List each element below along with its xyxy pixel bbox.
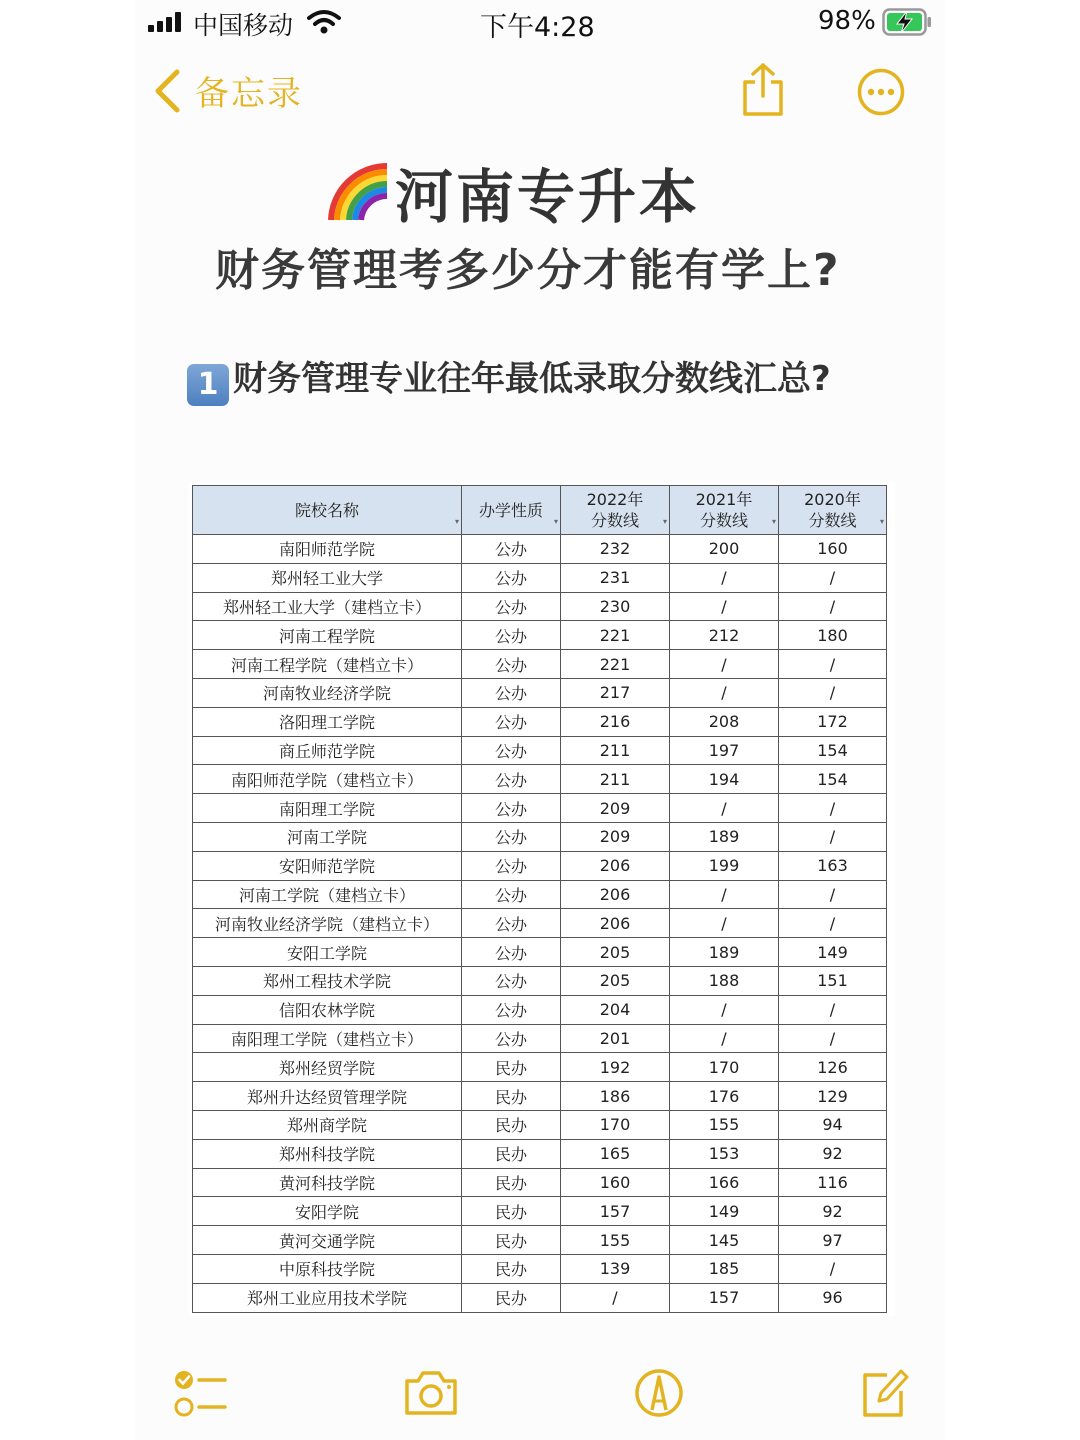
cell-2021: 212 <box>670 621 779 650</box>
chevron-left-icon <box>153 69 181 113</box>
cell-2022: 232 <box>561 535 670 564</box>
table-row <box>193 1053 887 1082</box>
cell-2020: / <box>779 909 887 938</box>
table-row <box>193 765 887 794</box>
header-2022: 2022年 分数线 ▾ <box>561 486 670 535</box>
cell-2021: 149 <box>670 1197 779 1226</box>
cell-2022: 186 <box>561 1082 670 1111</box>
cell-school: 郑州工业应用技术学院 <box>193 1283 462 1312</box>
cell-type: 民办 <box>462 1254 561 1283</box>
cell-2020: / <box>779 995 887 1024</box>
table-row <box>193 650 887 679</box>
back-button[interactable] <box>153 66 303 115</box>
cell-school: 河南工程学院 <box>193 621 462 650</box>
cell-2021: 170 <box>670 1053 779 1082</box>
table-row <box>193 851 887 880</box>
cell-2022: 170 <box>561 1110 670 1139</box>
cell-school: 信阳农林学院 <box>193 995 462 1024</box>
cell-type: 公办 <box>462 707 561 736</box>
cell-type: 公办 <box>462 765 561 794</box>
cell-type: 公办 <box>462 592 561 621</box>
table-row <box>193 1254 887 1283</box>
cell-2022: 201 <box>561 1024 670 1053</box>
cell-school: 河南工程学院（建档立卡） <box>193 650 462 679</box>
cell-2022: 231 <box>561 563 670 592</box>
cell-2022: 217 <box>561 678 670 707</box>
cell-2020: / <box>779 880 887 909</box>
table-row <box>193 592 887 621</box>
cell-2020: / <box>779 822 887 851</box>
cell-2020: 154 <box>779 765 887 794</box>
header-type: 办学性质 ▾ <box>462 486 561 535</box>
cellular-signal-icon <box>148 12 186 32</box>
cell-school: 南阳师范学院 <box>193 535 462 564</box>
cell-2022: 157 <box>561 1197 670 1226</box>
header-2020: 2020年 分数线 ▾ <box>779 486 887 535</box>
cell-type: 民办 <box>462 1053 561 1082</box>
rainbow-icon <box>327 162 391 222</box>
table-row <box>193 995 887 1024</box>
cell-2020: 96 <box>779 1283 887 1312</box>
table-row <box>193 966 887 995</box>
table-row <box>193 1082 887 1111</box>
carrier-name: 中国移动 <box>193 11 294 40</box>
cell-type: 公办 <box>462 880 561 909</box>
header-school: 院校名称 ▾ <box>193 486 462 535</box>
cell-type: 公办 <box>462 822 561 851</box>
cell-2021: 200 <box>670 535 779 564</box>
bottom-toolbar <box>135 1365 945 1425</box>
cell-school: 河南工学院（建档立卡） <box>193 880 462 909</box>
cell-school: 郑州升达经贸管理学院 <box>193 1082 462 1111</box>
cell-type: 公办 <box>462 938 561 967</box>
table-header-row <box>193 486 887 535</box>
cell-2022: 192 <box>561 1053 670 1082</box>
cell-2022: 205 <box>561 966 670 995</box>
cell-type: 公办 <box>462 995 561 1024</box>
cell-type: 民办 <box>462 1168 561 1197</box>
cell-type: 公办 <box>462 621 561 650</box>
cell-2021: 157 <box>670 1283 779 1312</box>
cell-2021: 155 <box>670 1110 779 1139</box>
cell-school: 安阳师范学院 <box>193 851 462 880</box>
table-row <box>193 909 887 938</box>
cell-school: 安阳学院 <box>193 1197 462 1226</box>
share-icon[interactable] <box>740 62 786 118</box>
score-table <box>189 482 895 1316</box>
table-row <box>193 938 887 967</box>
status-bar <box>135 0 945 46</box>
cell-2021: 166 <box>670 1168 779 1197</box>
cell-2020: / <box>779 794 887 823</box>
table-row <box>193 1168 887 1197</box>
section-heading <box>187 352 867 406</box>
cell-type: 公办 <box>462 736 561 765</box>
cell-school: 郑州经贸学院 <box>193 1053 462 1082</box>
cell-2021: / <box>670 592 779 621</box>
cell-2021: 199 <box>670 851 779 880</box>
cell-2022: 206 <box>561 880 670 909</box>
battery-percent: 98% <box>818 6 876 36</box>
cell-school: 郑州轻工业大学 <box>193 563 462 592</box>
markup-pen-icon[interactable] <box>633 1365 685 1421</box>
cell-type: 民办 <box>462 1197 561 1226</box>
cell-2021: 194 <box>670 765 779 794</box>
cell-2021: / <box>670 995 779 1024</box>
back-label: 备忘录 <box>195 74 303 114</box>
cell-2020: / <box>779 563 887 592</box>
table-row <box>193 880 887 909</box>
cell-2020: 92 <box>779 1197 887 1226</box>
table-row <box>193 1139 887 1168</box>
more-options-icon[interactable] <box>857 68 905 116</box>
cell-school: 河南牧业经济学院（建档立卡） <box>193 909 462 938</box>
cell-2021: / <box>670 1024 779 1053</box>
cell-2022: 205 <box>561 938 670 967</box>
table-row <box>193 1283 887 1312</box>
cell-type: 民办 <box>462 1226 561 1255</box>
cell-2021: / <box>670 880 779 909</box>
cell-type: 公办 <box>462 794 561 823</box>
cell-school: 中原科技学院 <box>193 1254 462 1283</box>
section-heading-text: 财务管理专业往年最低录取分数线汇总? <box>233 359 831 399</box>
cell-2020: / <box>779 1254 887 1283</box>
cell-2020: 92 <box>779 1139 887 1168</box>
cell-2021: / <box>670 563 779 592</box>
checklist-icon[interactable] <box>171 1365 227 1421</box>
camera-icon[interactable] <box>401 1365 461 1421</box>
cell-2021: / <box>670 650 779 679</box>
cell-2022: 221 <box>561 650 670 679</box>
cell-type: 公办 <box>462 966 561 995</box>
table-row <box>193 563 887 592</box>
cell-2021: 153 <box>670 1139 779 1168</box>
note-subtitle: 财务管理考多少分才能有学上? <box>215 245 841 296</box>
cell-2020: 129 <box>779 1082 887 1111</box>
cell-2022: 204 <box>561 995 670 1024</box>
cell-type: 公办 <box>462 563 561 592</box>
cell-2020: 154 <box>779 736 887 765</box>
cell-2022: 209 <box>561 822 670 851</box>
cell-2021: 189 <box>670 822 779 851</box>
cell-2022: 211 <box>561 765 670 794</box>
cell-school: 南阳师范学院（建档立卡） <box>193 765 462 794</box>
cell-2020: / <box>779 1024 887 1053</box>
cell-2020: 94 <box>779 1110 887 1139</box>
cell-2022: 230 <box>561 592 670 621</box>
cell-2021: 188 <box>670 966 779 995</box>
cell-2022: 155 <box>561 1226 670 1255</box>
cell-type: 公办 <box>462 678 561 707</box>
cell-2020: 160 <box>779 535 887 564</box>
cell-2021: 176 <box>670 1082 779 1111</box>
cell-2020: 149 <box>779 938 887 967</box>
cell-school: 商丘师范学院 <box>193 736 462 765</box>
cell-2020: 151 <box>779 966 887 995</box>
cell-2022: 221 <box>561 621 670 650</box>
cell-type: 公办 <box>462 909 561 938</box>
cell-2021: 145 <box>670 1226 779 1255</box>
table-row <box>193 1226 887 1255</box>
cell-school: 南阳理工学院（建档立卡） <box>193 1024 462 1053</box>
table-row <box>193 621 887 650</box>
cell-2022: 209 <box>561 794 670 823</box>
table-row <box>193 678 887 707</box>
cell-2020: 163 <box>779 851 887 880</box>
cell-2021: 197 <box>670 736 779 765</box>
cell-2020: 97 <box>779 1226 887 1255</box>
cell-2021: / <box>670 678 779 707</box>
cell-school: 郑州工程技术学院 <box>193 966 462 995</box>
cell-2022: 139 <box>561 1254 670 1283</box>
cell-type: 公办 <box>462 851 561 880</box>
cell-2020: / <box>779 592 887 621</box>
clock: 下午4:28 <box>480 12 595 43</box>
cell-school: 河南工学院 <box>193 822 462 851</box>
cell-school: 安阳工学院 <box>193 938 462 967</box>
wifi-icon <box>307 9 341 35</box>
cell-2022: / <box>561 1283 670 1312</box>
cell-2021: 185 <box>670 1254 779 1283</box>
cell-2021: / <box>670 794 779 823</box>
cell-type: 公办 <box>462 1024 561 1053</box>
cell-2020: 172 <box>779 707 887 736</box>
cell-2021: 208 <box>670 707 779 736</box>
cell-school: 郑州商学院 <box>193 1110 462 1139</box>
number-badge-icon: 1 <box>187 364 229 406</box>
cell-2022: 206 <box>561 851 670 880</box>
cell-2020: 116 <box>779 1168 887 1197</box>
table-row <box>193 535 887 564</box>
cell-2021: / <box>670 909 779 938</box>
cell-2020: 180 <box>779 621 887 650</box>
cell-school: 郑州科技学院 <box>193 1139 462 1168</box>
title-text: 河南专升本 <box>395 163 701 231</box>
compose-icon[interactable] <box>857 1365 909 1421</box>
table-row <box>193 707 887 736</box>
cell-school: 郑州轻工业大学（建档立卡） <box>193 592 462 621</box>
table-row <box>193 822 887 851</box>
cell-2020: / <box>779 678 887 707</box>
cell-school: 黄河科技学院 <box>193 1168 462 1197</box>
cell-type: 民办 <box>462 1082 561 1111</box>
cell-2022: 216 <box>561 707 670 736</box>
cell-2022: 206 <box>561 909 670 938</box>
cell-type: 民办 <box>462 1139 561 1168</box>
cell-2020: / <box>779 650 887 679</box>
table-row <box>193 1197 887 1226</box>
cell-school: 黄河交通学院 <box>193 1226 462 1255</box>
table-row <box>193 736 887 765</box>
cell-2021: 189 <box>670 938 779 967</box>
cell-2022: 165 <box>561 1139 670 1168</box>
cell-2020: 126 <box>779 1053 887 1082</box>
table-row <box>193 1110 887 1139</box>
cell-2022: 160 <box>561 1168 670 1197</box>
battery-charging-icon <box>882 8 932 36</box>
note-title <box>327 150 700 234</box>
cell-2022: 211 <box>561 736 670 765</box>
notes-screen <box>135 0 945 1440</box>
cell-type: 民办 <box>462 1283 561 1312</box>
cell-school: 南阳理工学院 <box>193 794 462 823</box>
cell-type: 公办 <box>462 535 561 564</box>
table-row <box>193 794 887 823</box>
cell-type: 民办 <box>462 1110 561 1139</box>
cell-school: 洛阳理工学院 <box>193 707 462 736</box>
table-row <box>193 1024 887 1053</box>
cell-type: 公办 <box>462 650 561 679</box>
header-2021: 2021年 分数线 ▾ <box>670 486 779 535</box>
cell-school: 河南牧业经济学院 <box>193 678 462 707</box>
